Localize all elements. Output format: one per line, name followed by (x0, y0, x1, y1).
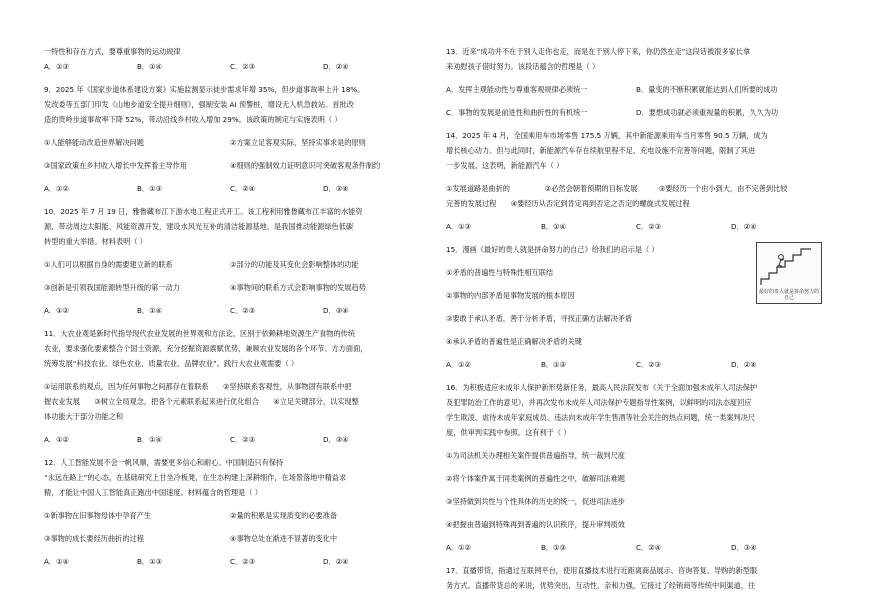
q12-line: 精，才能让中国人工智能真正跑出中国速度。材料蕴含的哲理是（ ） (44, 488, 262, 497)
option: ③事物的成长要经历曲折的过程 (44, 534, 144, 543)
question-15 (446, 242, 826, 372)
q11-option-line: 体功能大于部分功能之和 (44, 412, 124, 421)
q10-line: 源，带动周边太阳能、风能资源开发，建设水风光互补的清洁能源基地，是我国推动能源绿色低碳 (44, 222, 354, 231)
choice: B．①③ (541, 543, 567, 552)
option: ①矛盾的普遍性与特殊性相互联结 (446, 268, 554, 277)
option: ③国家政策在乡村收入增长中发挥着主导作用 (44, 161, 188, 170)
q16-line: 度，供审判实践中参照。这有利于（ ） (446, 428, 571, 437)
q10-line: 转型的重大举措。材料表明（ ） (44, 237, 147, 246)
q9-choices (44, 181, 416, 196)
choice: C．②④ (636, 543, 662, 552)
q11-option-line: ①运用联系的观点，因为任何事物之间都存在着联系 ②坚持联系客观性，从事物固有联系中把 (44, 382, 352, 391)
q15-choices (446, 357, 826, 372)
choice: C．②③ (230, 557, 256, 566)
choice: B．①③ (137, 557, 163, 566)
choice: A．①② (44, 435, 69, 444)
choice: D．②④ (323, 62, 349, 71)
option: ③创新是引领我国能源转型升级的第一动力 (44, 283, 180, 292)
option: ③要敢于承认矛盾，善于分析矛盾，寻找正确方法解决矛盾 (446, 314, 633, 323)
q12-choices (44, 554, 416, 569)
q13-options (446, 105, 826, 120)
q14-line: 一步发展。这表明，新能源汽车（ ） (446, 161, 564, 170)
choice: A．①② (44, 184, 69, 193)
question-11 (44, 326, 416, 447)
choice: C．②③ (636, 222, 662, 231)
q11-line: 统筹发展“科技农业、绿色农业、质量农业、品牌农业”。践行大农业观需要（ ） (44, 359, 299, 368)
question-12 (44, 455, 416, 569)
choice: A．①④ (44, 557, 69, 566)
choice: D．②④ (731, 360, 757, 369)
choice: A．①② (44, 306, 69, 315)
question-9 (44, 82, 416, 196)
q9-line: 发改委等五部门印发《山地步道安全提升细则》，强制安装 AI 预警桩，增设无人机急救站。首批改 (44, 100, 354, 109)
q17-line: 务方式。直播带货总的来说，优势突出，互动性、亲和力强，它接过了经销商等传统中间渠道，往 (446, 581, 756, 590)
option: ④事物总处在渐进不显著的变化中 (230, 534, 338, 543)
cartoon-caption: 最好的贵人就是拼命努力的自己 (758, 289, 819, 301)
q13-line: 来劝慰孩子借时努力。该段话蕴含的哲理是（ ） (446, 62, 600, 71)
choice: B．①③ (541, 360, 567, 369)
choice: D．③④ (323, 306, 349, 315)
option: ②量的积累是实现质变的必要准备 (230, 511, 338, 520)
question-16 (446, 380, 826, 555)
option: ①人们可以根据自身的需要建立新的联系 (44, 260, 173, 269)
q16-choices (446, 540, 826, 555)
q11-option-line: 握农业发展 ③树立全局观念，把各个元素联系起来进行优化组合 ④立足关键部分，以实现整 (44, 397, 359, 406)
option: ③坚持做到共性与个性具体的历史的统一，促进司法进步 (446, 497, 625, 506)
choice: D．②④ (731, 222, 757, 231)
choice: C．②③ (230, 306, 256, 315)
option: ④事物间的联系方式会影响事物的发展趋势 (230, 283, 366, 292)
right-column (446, 44, 826, 593)
choice: B．①④ (137, 435, 163, 444)
q17-line: 17．直播带货，指通过互联网平台，使用直播技术进行近距离商品展示、咨询答复、导购的新型服 (446, 566, 758, 575)
q12-options (44, 508, 416, 523)
option: B．量变的不断积累就能达到人们所要的成功 (636, 85, 778, 94)
option: ②将个体案件寓于同类案例的普遍性之中，破解司法难题 (446, 474, 625, 483)
intro-choices (44, 59, 416, 74)
q14-option-line: 完善的发展过程 ④要经历从否定到肯定再到否定之否定的螺旋式发展过程 (446, 199, 690, 208)
option: ②方案立足客观实际，坚持实事求是的原则 (230, 138, 366, 147)
choice: B．①③ (137, 184, 163, 193)
q9-options (44, 135, 416, 150)
staircase-figure-icon (757, 243, 821, 289)
option: ②部分的功能及其变化会影响整体的功能 (230, 260, 359, 269)
q15-title: 15．漫画《最好的贵人就是拼命努力的自己》给我们的启示是（ ） (446, 245, 659, 254)
choice: B．①④ (137, 306, 163, 315)
option: ④细则的强制效力证明意识可突破客观条件制约 (230, 161, 381, 170)
q11-choices (44, 432, 416, 447)
q10-choices (44, 303, 416, 318)
choice: D．②④ (323, 557, 349, 566)
q16-line: 学生欺凌、虐待未成年家庭成员、违法向未成年学生售酒等社会关注的热点问题，统一类案判决尺 (446, 413, 756, 422)
q11-line: 农业，要求强化要素整合个国土资源，充分挖掘资源禀赋优势，兼顾农业发展的各个环节、方方面面， (44, 344, 368, 353)
left-column (44, 44, 416, 569)
q14-choices (446, 219, 826, 234)
option: ④把握由普遍到特殊再到普遍的认识秩序，提升审判质效 (446, 520, 625, 529)
q12-line: 12．人工智能发展不会一帆风顺，需要更多信心和耐心。中国制造只有保持 (44, 458, 284, 467)
q13-line: 13．近来“成功并不在于别人走你也走，而是在于别人停下来，你仍然在走”这段话被很多家长拿 (446, 47, 751, 56)
choice: A．①③ (446, 222, 471, 231)
intro-line: 一特性和存在方式，要尊重事物的运动规律 (44, 47, 181, 56)
q9-line: 9．2025 年《国家步道体系建设方案》实施监测显示徒步需求年增 35%，但步道事故率上升 18%。 (44, 85, 365, 94)
q14-line: 增长核心动力。但与此同时，新能源汽车存在续航里程不足、充电设施不完善等问题，限制了其进 (446, 146, 756, 155)
option: ④承认矛盾的普遍性是正确解决矛盾的关键 (446, 337, 582, 346)
q11-line: 11．大农业观是新时代指导现代农业发展的世界观和方法论，区别于依赖耕地资源生产食物的传统 (44, 329, 356, 338)
q9-line: 造的贵岭步道事故率下降 52%，带动沿线乡村收入增加 29%。该政策的制定与实施表明（ ） (44, 115, 342, 124)
q16-line: 16．为积极适应未成年人保护新形势新任务，最高人民法院发布《关于全面加强未成年人司法保护 (446, 383, 758, 392)
choice: A．①② (446, 360, 471, 369)
q14-options (446, 181, 826, 196)
option: ①发展道路是曲折的 (446, 184, 510, 193)
choice: D．③④ (731, 543, 757, 552)
choice: D．③④ (323, 435, 349, 444)
q12-line: “永远在路上”的心态，在基础研究上甘坐冷板凳，在生态构建上深耕细作，在场景落地中精益求 (44, 473, 347, 482)
option: D．要想成功就必须重视量的积累，久久为功 (636, 108, 779, 117)
question-17 (446, 563, 826, 593)
choice: C．②③ (230, 435, 256, 444)
choice: D．③④ (323, 184, 349, 193)
question-14 (446, 128, 826, 234)
choice: B．①④ (137, 62, 163, 71)
option: ①新事物在旧事物母体中孕育产生 (44, 511, 152, 520)
q16-line: 及犯罪防治工作的意见》，并再次发布未成年人司法保护专题指导性案例，以鲜明的司法态度回应 (446, 398, 752, 407)
q12-options (44, 531, 416, 546)
option: ②事物的内部矛盾是事物发展的根本原因 (446, 291, 575, 300)
choice: A．①③ (44, 62, 69, 71)
choice: C．②③ (636, 360, 662, 369)
choice: C．②③ (230, 62, 256, 71)
option: C．事物的发展是前进性和曲折性的有机统一 (446, 108, 588, 117)
q13-options (446, 82, 826, 97)
question-10 (44, 204, 416, 318)
option: A．发挥主观能动性与尊重客观规律必须统一 (446, 85, 588, 94)
option: ①为司法机关办理相关案件提供普遍指导，统一裁判尺度 (446, 451, 625, 460)
choice: B．①④ (541, 222, 567, 231)
choice: A．①② (446, 543, 471, 552)
option: ②必然会朝着预期的目标发展 (544, 184, 638, 193)
cartoon-image (756, 242, 822, 304)
q10-options (44, 257, 416, 272)
q10-line: 10．2025 年 7 月 19 日，雅鲁藏布江下游水电工程正式开工。该工程利用雅鲁藏布江丰富的水能资 (44, 207, 363, 216)
choice: C．②④ (230, 184, 256, 193)
option: ③要经历一个由小到大，由不完善到比较 (658, 184, 788, 193)
q9-options (44, 158, 416, 173)
question-13 (446, 44, 826, 120)
q14-line: 14．2025 年 4 月，全国乘用车市场零售 175.5 万辆，其中新能源乘用车当月零售 90.5 万辆，成为 (446, 131, 768, 140)
option: ①人能够能动改造世界解决问题 (44, 138, 144, 147)
q10-options (44, 280, 416, 295)
